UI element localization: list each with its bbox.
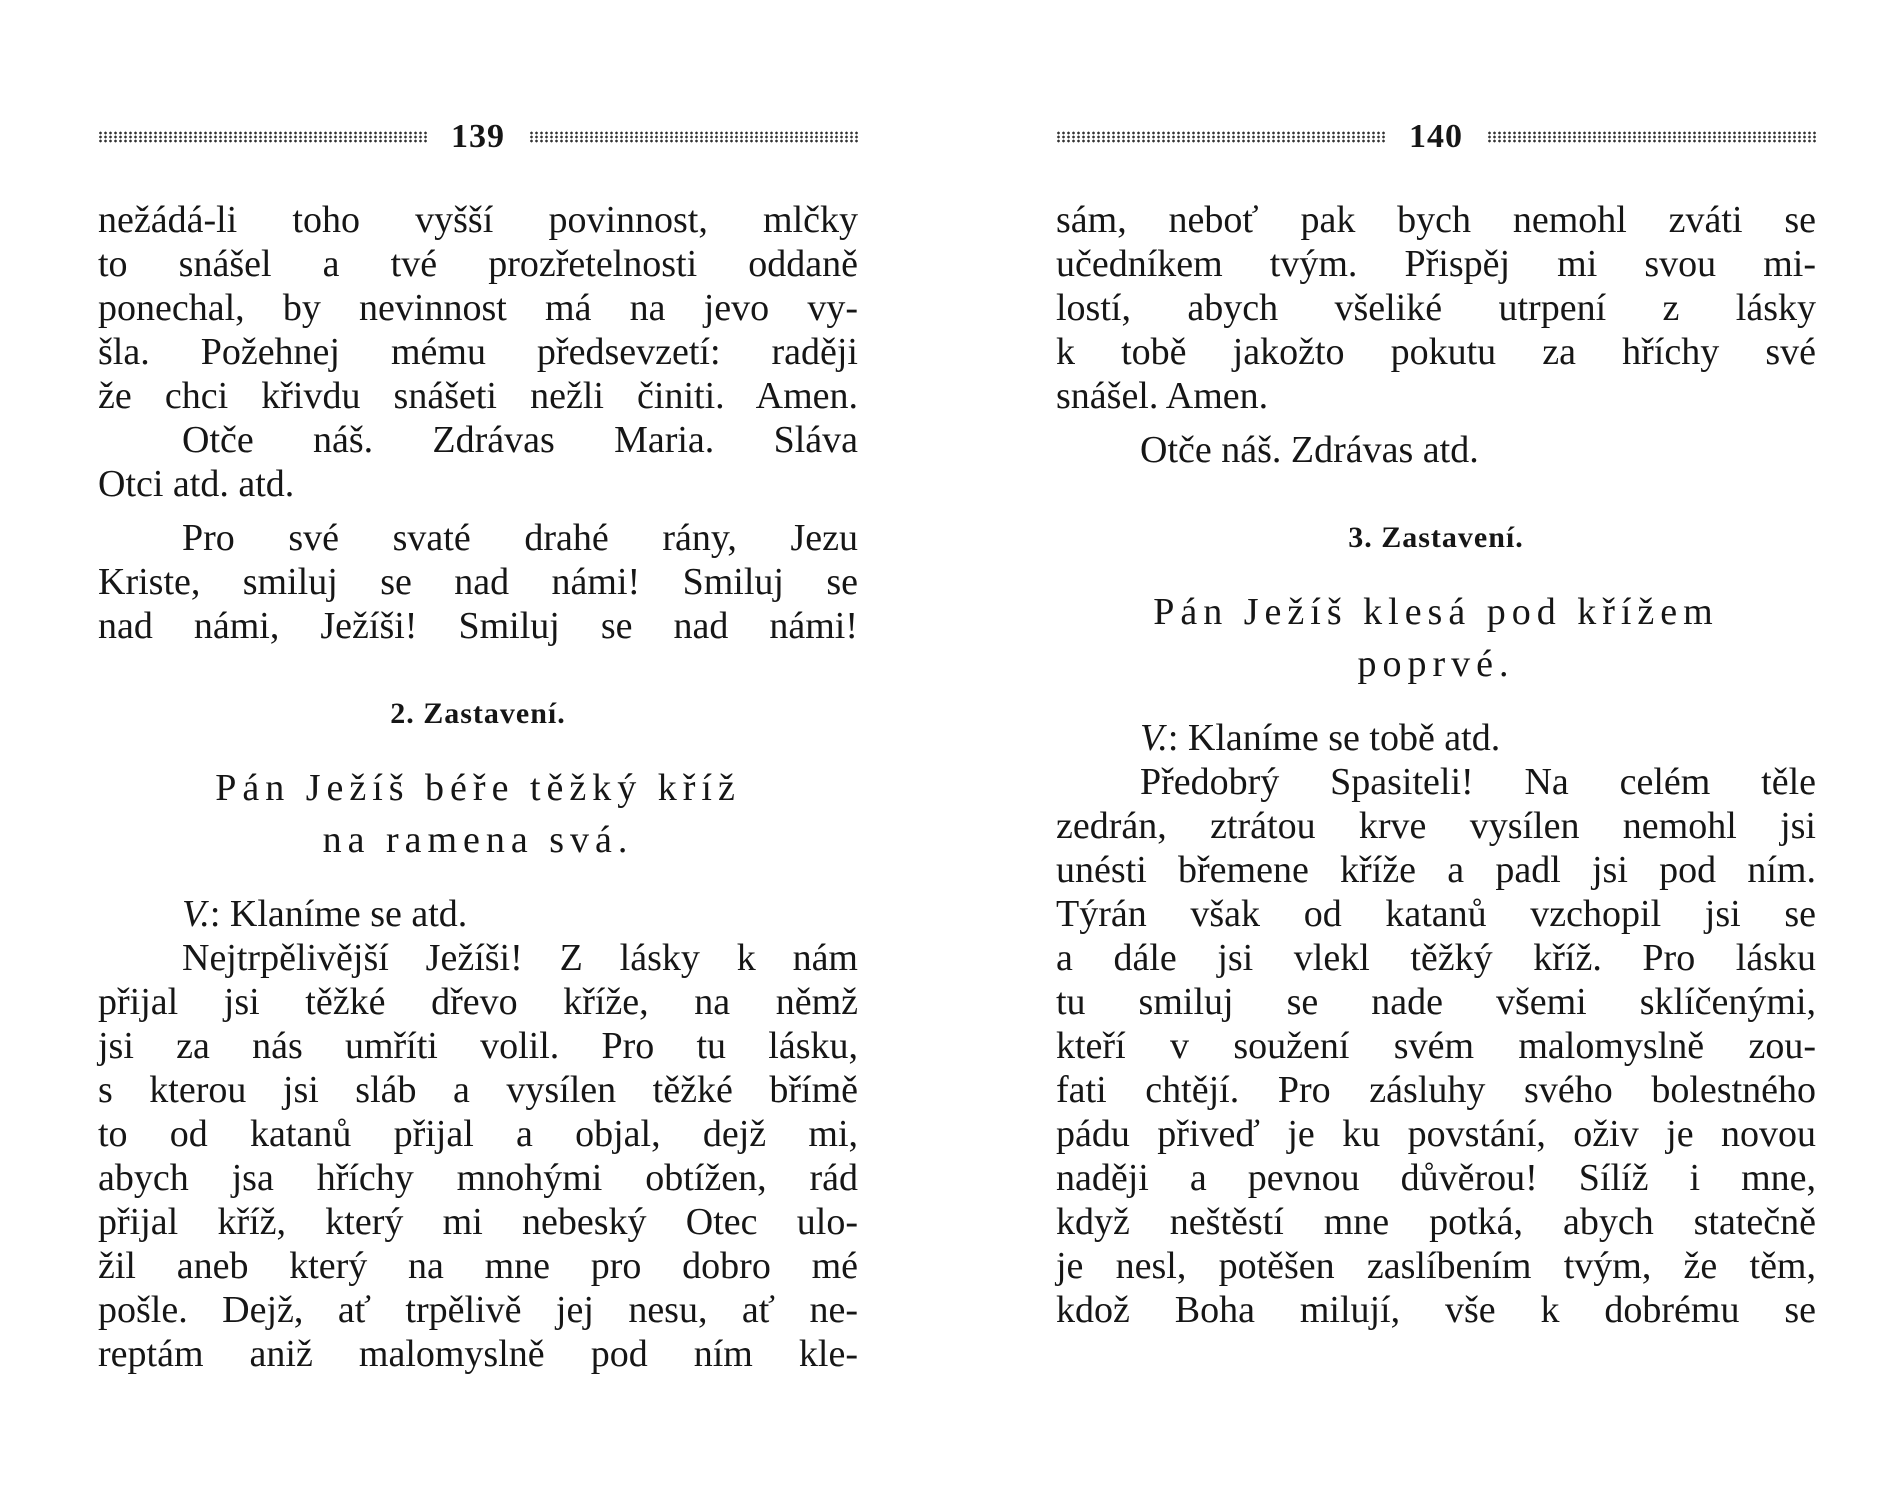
text-line: šla. Požehnej mému předsevzetí: raději: [98, 331, 858, 373]
text-line: že chci křivdu snášeti nežli činiti. Amen.: [98, 375, 858, 417]
text-line: snášel. Amen.: [1056, 375, 1269, 417]
text-line: přijal kříž, který mi nebeský Otec ulo-: [98, 1201, 858, 1243]
text-line: nežádá-li toho vyšší povinnost, mlčky: [98, 199, 858, 241]
text-line: lostí, abych všeliké utrpení z lásky: [1056, 287, 1816, 329]
text-line: k tobě jakožto pokutu za hříchy své: [1056, 331, 1816, 373]
page-number: 139: [451, 118, 505, 155]
prayer-line: Otče náš. Zdrávas atd.: [1140, 429, 1479, 471]
text-line: naději a pevnou důvěrou! Sílíž i mne,: [1056, 1157, 1816, 1199]
prayer-line: Pro své svaté drahé rány, Jezu: [182, 517, 858, 559]
versicle-label: V.: [182, 893, 210, 935]
text-line: Týrán však od katanů vzchopil jsi se: [1056, 893, 1816, 935]
text-line: s kterou jsi sláb a vysílen těžké břímě: [98, 1069, 858, 1111]
text-line: ponechal, by nevinnost má na jevo vy-: [98, 287, 858, 329]
text-line: učedníkem tvým. Přispěj mi svou mi-: [1056, 243, 1816, 285]
dotted-rule: [1056, 131, 1385, 143]
page-number: 140: [1409, 118, 1463, 155]
versicle-text: : Klaníme se atd.: [209, 893, 468, 935]
text-line: unésti břemene kříže a padl jsi pod ním.: [1056, 849, 1816, 891]
text-line: sám, neboť pak bych nemohl zváti se: [1056, 199, 1816, 241]
dotted-rule: [1487, 131, 1816, 143]
text-line: je nesl, potěšen zaslíbením tvým, že těm,: [1056, 1245, 1816, 1287]
prayer-line: Otče náš. Zdrávas Maria. Sláva: [182, 419, 858, 461]
station-heading: 3. Zastavení.: [1348, 521, 1524, 554]
text-line: reptám aniž malomyslně pod ním kle-: [98, 1333, 858, 1375]
text-line: když neštěstí mne potká, abych statečně: [1056, 1201, 1816, 1243]
text-line: Předobrý Spasiteli! Na celém těle: [1140, 761, 1816, 803]
dotted-rule: [98, 131, 427, 143]
station-heading: 2. Zastavení.: [390, 697, 566, 730]
running-head: [1056, 112, 1816, 162]
page-body: [98, 198, 858, 1376]
text-line: tu smiluj se nade všemi sklíčenými,: [1056, 981, 1816, 1023]
station-title: na ramena svá.: [322, 819, 634, 861]
text-line: kdož Boha milují, vše k dobrému se: [1056, 1289, 1816, 1331]
text-line: Nejtrpělivější Ježíši! Z lásky k nám: [182, 937, 858, 979]
prayer-line: Kriste, smiluj se nad námi! Smiluj se: [98, 561, 858, 603]
versicle-text: : Klaníme se tobě atd.: [1167, 717, 1501, 759]
text-line: abych jsa hříchy mnohými obtížen, rád: [98, 1157, 858, 1199]
text-line: přijal jsi těžké dřevo kříže, na němž: [98, 981, 858, 1023]
text-line: to snášel a tvé prozřetelnosti oddaně: [98, 243, 858, 285]
text-line: kteří v soužení svém malomyslně zou-: [1056, 1025, 1816, 1067]
station-title: Pán Ježíš béře těžký kříž: [215, 767, 741, 809]
text-line: jsi za nás umříti volil. Pro tu lásku,: [98, 1025, 858, 1067]
versicle: [98, 892, 858, 936]
text-line: žil aneb který na mne pro dobro mé: [98, 1245, 858, 1287]
text-line: to od katanů přijal a objal, dejž mi,: [98, 1113, 858, 1155]
text-line: pošle. Dejž, ať trpělivě jej nesu, ať ne-: [98, 1289, 858, 1331]
station-title: poprvé.: [1357, 643, 1515, 685]
dotted-rule: [529, 131, 858, 143]
prayer-line: Otci atd. atd.: [98, 463, 295, 505]
text-line: pádu přiveď je ku povstání, oživ je novou: [1056, 1113, 1816, 1155]
text-line: zedrán, ztrátou krve vysílen nemohl jsi: [1056, 805, 1816, 847]
versicle-label: V.: [1140, 717, 1168, 759]
text-line: fati chtějí. Pro zásluhy svého bolestného: [1056, 1069, 1816, 1111]
page-body: [1056, 198, 1816, 1332]
prayer-line: nad námi, Ježíši! Smiluj se nad námi!: [98, 605, 858, 647]
text-line: a dále jsi vlekl těžký kříž. Pro lásku: [1056, 937, 1816, 979]
station-title: Pán Ježíš klesá pod křížem: [1153, 591, 1719, 633]
running-head: [98, 112, 858, 162]
versicle: [1056, 716, 1816, 760]
